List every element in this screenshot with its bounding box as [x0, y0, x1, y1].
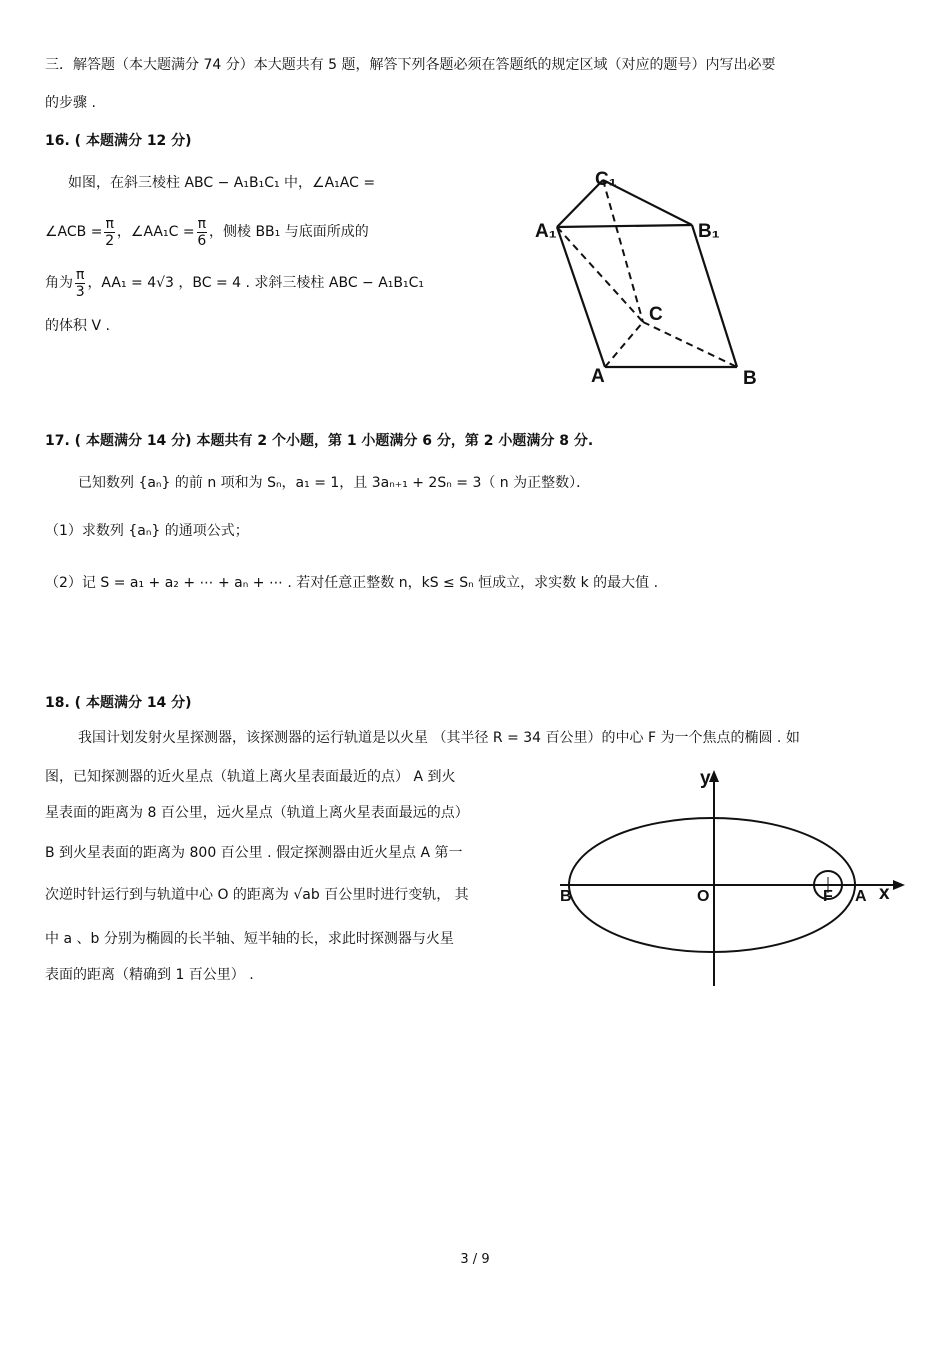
q16-line3: [45, 263, 424, 303]
label-b1: B₁: [698, 221, 720, 242]
pi-over-6-fraction: $\frac{\pi}{6}$: [197, 215, 207, 249]
label-c1: C₁: [595, 169, 617, 190]
q16-line2-c: ，侧棱 BB₁ 与底面所成的: [209, 224, 369, 240]
q16-line3-a: 角为: [45, 275, 73, 291]
q16-line2: [45, 212, 369, 252]
label-o: O: [697, 888, 710, 905]
label-f-focus: F: [823, 888, 833, 905]
section-intro-line1: 三．解答题（本大题满分 74 分）本大题共有 5 题，解答下列各题必须在答题纸的规定区域（对应的题号）内写出必要: [45, 57, 776, 73]
label-a1: A₁: [535, 221, 557, 242]
q18-line6: 中 a 、b 分别为椭圆的长半轴、短半轴的长，求此时探测器与火星: [45, 931, 454, 947]
q18-line3: 星表面的距离为 8 百公里，远火星点（轨道上离火星表面最远的点）: [45, 805, 469, 821]
q16-line2-a: ∠ACB =: [45, 224, 103, 240]
q18-line2: 图，已知探测器的近火星点（轨道上离火星表面最近的点） A 到火: [45, 769, 456, 785]
page-number: 3 / 9: [460, 1252, 490, 1267]
pi-over-2-fraction: $\frac{\pi}{2}$: [105, 215, 115, 249]
q16-line3-b: ，AA₁ = 4√3 ，BC = 4 . 求斜三棱柱 ABC − A₁B₁C₁: [87, 275, 425, 291]
label-c: C: [649, 304, 663, 325]
label-b-apoapsis: B: [560, 888, 572, 905]
hidden-edge-a-c: [605, 322, 643, 367]
q16-heading: 16. ( 本题满分 12 分): [45, 133, 192, 149]
q18-line5: 次逆时针运行到与轨道中心 O 的距离为 √ab 百公里时进行变轨， 其: [45, 887, 469, 903]
label-y: y: [700, 768, 711, 789]
edge-a1-a: [557, 227, 605, 367]
section-intro-line2: 的步骤 .: [45, 95, 96, 111]
q18-heading: 18. ( 本题满分 14 分): [45, 695, 192, 711]
q17-heading: 17. ( 本题满分 14 分) 本题共有 2 个小题，第 1 小题满分 6 分，第 2 小题满分 8 分.: [45, 433, 594, 449]
q17-part1: （1）求数列 {aₙ} 的通项公式；: [45, 523, 249, 539]
q18-line1: 我国计划发射火星探测器，该探测器的运行轨道是以火星 （其半径 R = 34 百公里）的中心 F 为一个焦点的椭圆 . 如: [78, 730, 800, 746]
q16-line4: 的体积 V .: [45, 318, 110, 334]
oblique-prism-figure: [530, 165, 780, 390]
q18-line4: B 到火星表面的距离为 800 百公里 . 假定探测器由近火星点 A 第一: [45, 845, 463, 861]
pi-over-3-fraction: $\frac{\pi}{3}$: [75, 266, 85, 300]
label-a-periapsis: A: [855, 888, 867, 905]
edge-b1-b: [692, 225, 737, 367]
x-axis-arrow-icon: [893, 880, 905, 890]
orbit-ellipse-figure: [555, 762, 910, 992]
edge-a1-b1: [557, 225, 692, 227]
label-x: x: [879, 883, 890, 904]
hidden-edge-c-b: [643, 322, 737, 367]
label-b: B: [743, 368, 757, 389]
q16-line2-b: ，∠AA₁C =: [116, 224, 195, 240]
q16-line1: 如图，在斜三棱柱 ABC − A₁B₁C₁ 中，∠A₁AC =: [68, 175, 376, 191]
q17-part2: （2）记 S = a₁ + a₂ + ⋯ + aₙ + ⋯ . 若对任意正整数 n，kS ≤ Sₙ 恒成立，求实数 k 的最大值 .: [45, 575, 659, 591]
q17-given: 已知数列 {aₙ} 的前 n 项和为 Sₙ，a₁ = 1，且 3aₙ₊₁ + 2Sₙ = 3（ n 为正整数）．: [78, 475, 591, 491]
label-a: A: [591, 366, 605, 387]
q18-line7: 表面的距离（精确到 1 百公里） .: [45, 967, 254, 983]
